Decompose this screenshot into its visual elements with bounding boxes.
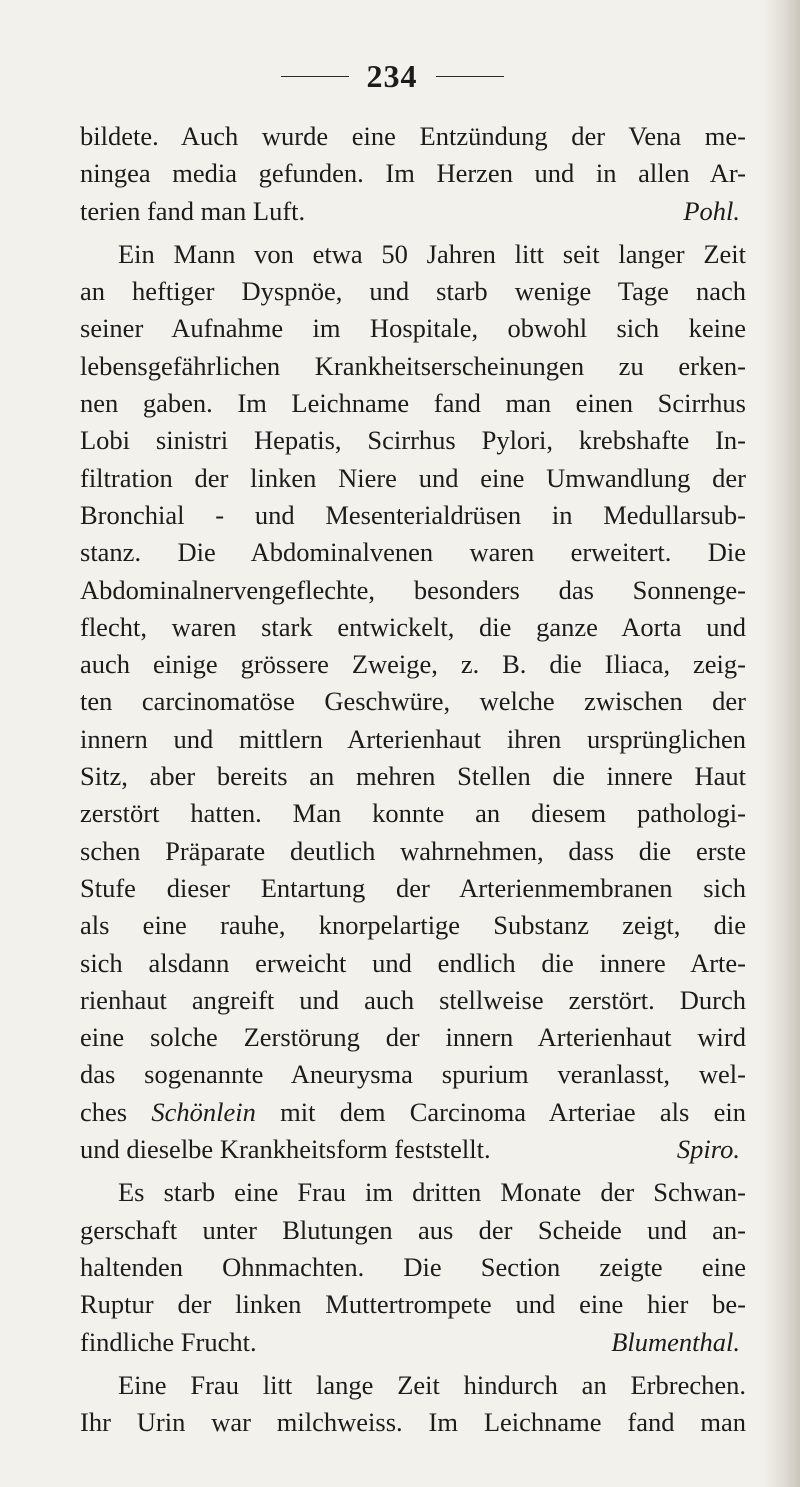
text-line: seiner Aufnahme im Hospitale, obwohl sich keine — [80, 313, 746, 344]
header-rule-left — [281, 76, 349, 77]
text-line: sich alsdann erweicht und endlich die innere Arte- — [80, 947, 746, 978]
text-line: zerstört hatten. Man konnte an diesem pathologi- — [80, 798, 746, 829]
line-text: ches — [80, 1096, 152, 1127]
text-line: Ein Mann von etwa 50 Jahren litt seit langer Zeit — [118, 238, 746, 269]
author-signature: Spiro. — [676, 1134, 740, 1165]
text-line: innern und mittlern Arterienhaut ihren ursprünglichen — [80, 723, 746, 754]
text-line: haltenden Ohnmachten. Die Section zeigte eine — [80, 1251, 746, 1282]
text-line: Abdominalnervengeflechte, besonders das Sonnenge- — [80, 574, 746, 605]
text-body — [80, 118, 746, 1441]
page-edge-shadow — [762, 0, 800, 1487]
line-text: mit dem Carcinoma Arteriae als ein — [255, 1096, 746, 1127]
line-text: findliche Frucht. — [80, 1326, 257, 1357]
line-text: terien fand man Luft. — [80, 195, 306, 226]
text-line: flecht, waren stark entwickelt, die ganze Aorta und — [80, 611, 746, 642]
text-line: Sitz, aber bereits an mehren Stellen die innere Haut — [80, 761, 746, 792]
cited-author-name: Schönlein — [151, 1096, 256, 1127]
text-line: eine solche Zerstörung der innern Arterienhaut wird — [80, 1022, 746, 1053]
text-line: stanz. Die Abdominalvenen waren erweitert. Die — [80, 537, 746, 568]
text-line — [80, 1324, 746, 1361]
text-line: rienhaut angreift und auch stellweise zerstört. Durch — [80, 984, 746, 1015]
author-signature: Blumenthal. — [611, 1326, 740, 1357]
text-line: Bronchial - und Mesenterialdrüsen in Medullarsub- — [80, 499, 746, 530]
text-line: Lobi sinistri Hepatis, Scirrhus Pylori, krebshafte In- — [80, 425, 746, 456]
text-line: lebensgefährlichen Krankheitserscheinungen zu erken- — [80, 350, 746, 381]
text-line: an heftiger Dyspnöe, und starb wenige Tage nach — [80, 276, 746, 307]
page-number: 234 — [366, 57, 418, 94]
text-line: auch einige grössere Zweige, z. B. die Iliaca, zeig- — [80, 649, 746, 680]
text-line: bildete. Auch wurde eine Entzündung der Vena me- — [80, 121, 746, 151]
header-rule-right — [436, 76, 504, 77]
text-line — [80, 1131, 746, 1168]
text-line: Ihr Urin war milchweiss. Im Leichname fand man — [80, 1407, 746, 1438]
text-line: das sogenannte Aneurysma spurium veranlasst, wel- — [80, 1059, 746, 1090]
text-line — [80, 1094, 746, 1131]
text-line: Es starb eine Frau im dritten Monate der Schwan- — [118, 1177, 746, 1208]
text-line: gerschaft unter Blutungen aus der Scheide und an- — [80, 1214, 746, 1245]
text-line: als eine rauhe, knorpelartige Substanz zeigt, die — [80, 910, 746, 941]
text-line: Eine Frau litt lange Zeit hindurch an Erbrechen. — [118, 1369, 746, 1400]
text-line: nen gaben. Im Leichname fand man einen Scirrhus — [80, 388, 746, 419]
text-line: Ruptur der linken Muttertrompete und eine hier be- — [80, 1289, 746, 1320]
page-header — [262, 56, 522, 96]
text-line: Stufe dieser Entartung der Arterienmembranen sich — [80, 872, 746, 903]
text-line: filtration der linken Niere und eine Umwandlung der — [80, 462, 746, 493]
text-line — [80, 193, 746, 230]
text-line: ten carcinomatöse Geschwüre, welche zwischen der — [80, 686, 746, 717]
line-text: und dieselbe Krankheitsform feststellt. — [80, 1134, 491, 1165]
text-line: ningea media gefunden. Im Herzen und in allen Ar- — [80, 158, 746, 189]
author-signature: Pohl. — [683, 195, 740, 226]
text-line: schen Präparate deutlich wahrnehmen, dass die erste — [80, 835, 746, 866]
